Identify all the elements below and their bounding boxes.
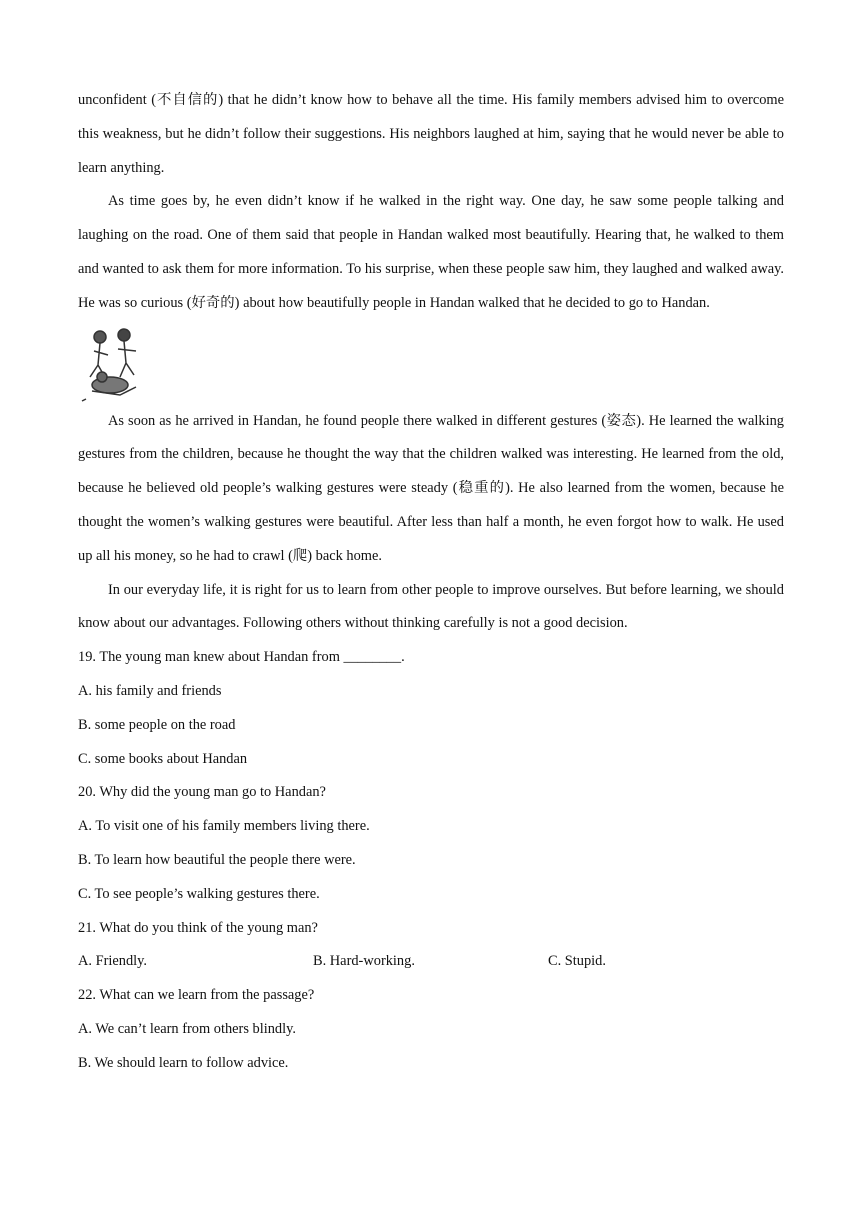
- option-a: A. Friendly.: [78, 953, 148, 970]
- option-a: A. his family and friends: [78, 682, 222, 699]
- option-c: C. some books about Handan: [78, 750, 248, 767]
- document-page: [78, 84, 784, 1081]
- illustration: [78, 321, 784, 405]
- passage-paragraph-4: In our everyday life, it is right for us to learn from other people to improve ourselves. But before learning, we should know about our advantages. Following others without thinking carefully is not a good decision.: [78, 581, 784, 632]
- question-stem: 20. Why did the young man go to Handan?: [78, 784, 326, 801]
- option-b: B. some people on the road: [78, 716, 236, 733]
- question-stem: 22. What can we learn from the passage?: [78, 987, 315, 1004]
- options-row: [78, 945, 784, 979]
- question-22: [78, 979, 784, 1080]
- people-walking-illustration-icon: [80, 325, 150, 405]
- passage-paragraph-1: unconfident (不自信的) that he didn’t know how to behave all the time. His family members advised him to overcome this weakness, but he didn’t follow their suggestions. His neighbors laughed at him, saying that he would never be able to learn anything.: [78, 92, 784, 176]
- option-a: A. To visit one of his family members living there.: [78, 818, 370, 835]
- option-c: C. Stupid.: [548, 953, 606, 970]
- passage-paragraph-3: As soon as he arrived in Handan, he found people there walked in different gestures (姿态). He learned the walking gestures from the children, because he thought the way that the children walked was interesting. He learned from the old, because he believed old people’s walking gestures were steady (稳重的). He also learned from the women, because he thought the women’s walking gestures were beautiful. After less than half a month, he even forgot how to walk. He used up all his money, so he had to crawl (爬) back home.: [78, 412, 784, 564]
- question-19: [78, 641, 784, 776]
- option-c: C. To see people’s walking gestures there.: [78, 885, 320, 902]
- option-a: A. We can’t learn from others blindly.: [78, 1020, 296, 1037]
- option-b: B. Hard-working.: [313, 953, 415, 970]
- option-b: B. To learn how beautiful the people there were.: [78, 851, 356, 868]
- question-stem: 19. The young man knew about Handan from ________.: [78, 649, 405, 666]
- option-b: B. We should learn to follow advice.: [78, 1054, 289, 1071]
- question-20: [78, 776, 784, 911]
- question-21: [78, 912, 784, 980]
- passage-paragraph-2: As time goes by, he even didn’t know if he walked in the right way. One day, he saw some people talking and laughing on the road. One of them said that people in Handan walked most beautifully. Hearing that, he walked to them and wanted to ask them for more information. To his surprise, when these people saw him, they laughed and walked away. He was so curious (好奇的) about how beautifully people in Handan walked that he decided to go to Handan.: [78, 193, 784, 311]
- question-stem: 21. What do you think of the young man?: [78, 919, 318, 936]
